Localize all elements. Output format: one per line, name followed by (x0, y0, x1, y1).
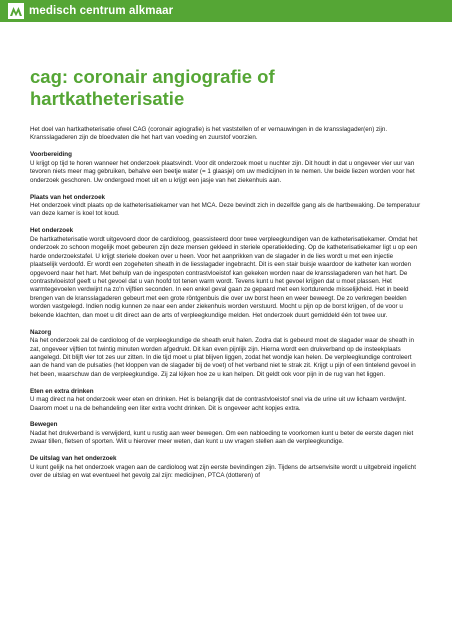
section-heading: Het onderzoek (30, 227, 74, 235)
section-heading: Nazorg (30, 328, 52, 336)
section-body: Het onderzoek vindt plaats op de katheterisatiekamer van het MCA. Deze bevindt zich in dezelfde gang als de hartbewaking. De temperatuur van deze kamer is koel tot koud. (30, 201, 421, 218)
section-nazorg (30, 329, 422, 380)
section-bewegen (30, 421, 422, 446)
section-heading: Plaats van het onderzoek (30, 193, 106, 201)
section-heading: Bewegen (30, 421, 58, 429)
section-plaats (30, 194, 422, 219)
mca-logo-icon (8, 3, 24, 19)
section-heading: De uitslag van het onderzoek (30, 455, 117, 463)
document-body (30, 126, 422, 489)
section-heading: Voorbereiding (30, 151, 72, 159)
section-het-onderzoek (30, 227, 422, 320)
section-heading: Eten en extra drinken (30, 387, 94, 395)
page-title: cag: coronair angiografie of hartkatheterisatie (30, 66, 275, 109)
section-body: U krijgt op tijd te horen wanneer het onderzoek plaatsvindt. Voor dit onderzoek moet u nuchter zijn. Dit houdt in dat u ongeveer vier uur van tevoren niets meer mag gebruiken, behalve een beetje water (= 1 glaasje) om uw medicijnen in te nemen. Uw beide liezen worden voor het onderzoek geschoren. Uw ondergoed moet uit en u krijgt een jasje van het ziekenhuis aan. (30, 159, 415, 184)
section-uitslag (30, 455, 422, 480)
header-bar (0, 0, 452, 22)
section-body: U kunt gelijk na het onderzoek vragen aan de cardioloog wat zijn eerste bevindingen zijn. Tijdens de artsenvisite wordt u uitgebreid ingelicht over de uitslag en wat eventueel het gevolg zal zijn: medicijnen, PTCA (dotteren) of (30, 463, 416, 480)
brand-name: medisch centrum alkmaar (29, 5, 174, 17)
section-body: De hartkatheterisatie wordt uitgevoerd door de cardioloog, geassisteerd door twee verpleegkundigen van de katheterisatiekamer. Omdat het onderzoek zo schoon mogelijk moet gebeuren zijn deze mensen gekleed in steriele operatiekleding. Op de katheterisatiekamer ligt u op een harde onderzoekstafel. U krijgt steriele doeken over u heen. Voor het aanprikken van de slagader in de lies wordt u met een injectie plaatselijk verdoofd. Er wordt een zogeheten sheath in de liesslagader ingebracht. Dit is een stair buisje waardoor de katheter kan worden opgevoerd naar het hart. Met behulp van de ingespoten contrastvloeistof kan gekeken worden naar de kransslagaderen van het hart. De contrastvloeistof geeft u het gevoel dat u van hoofd tot tenen warm wordt. Tevens kunt u het gevoel krijgen dat u moet plassen. Het warmtegevoelen verdwijnt na zo'n vijftien seconden. In een enkel geval gaan ze gepaard met een kortdurende misselijkheid. Het in beeld brengen van de kransslagaderen gebeurt met een grote röntgenbuis die over uw borst heen en weer beweegt. De zo verkregen beelden worden vastgelegd. Indien nodig kunnen ze naar een ander ziekenhuis worden verstuurd. Mocht u pijn op de borst krijgen, of de voor u bekende klachten, dan moet u dit direct aan de arts of verpleegkundige melden. Het onderzoek duurt gemiddeld één tot twee uur. (30, 235, 418, 319)
section-body: U mag direct na het onderzoek weer eten en drinken. Het is belangrijk dat de contrastvloeistof snel via de urine uit uw lichaam verdwijnt. Daarom moet u na de behandeling een liter extra vocht drinken. Dit is ongeveer acht kopjes extra. (30, 396, 407, 412)
section-voorbereiding (30, 151, 422, 185)
section-eten-drinken (30, 388, 422, 413)
intro-paragraph: Het doel van hartkatheterisatie ofwel CAG (coronair agiografie) is het vaststellen of er vernauwingen in de kransslagader(en) zijn. Kransslagaderen zijn de bloedvaten die het hart van voeding en zuurstof voorzien. (30, 126, 388, 142)
section-body: Na het onderzoek zal de cardioloog of de verpleegkundige de sheath eruit halen. Zodra dat is gebeurd moet de slagader waar de sheath in zat, ongeveer vijftien tot twintig minuten worden afgedrukt. Dit kan even pijnlijk zijn. Hierna wordt een drukverband op de insteekplaats aangelegd. Dit blijft vier tot zes uur zitten. In die tijd moet u plat blijven liggen, zodat het wondje kan helen. De verpleegkundige controleert aan de hand van de pulsaties (het kloppen van de slagader bij de voet) of het verband niet te strak zit. Krijgt u pijn of een tintelend gevoel in het been, waarschuw dan de verpleegkundige. Zij zal kijken hoe ze u kan helpen. Dit geldt ook voor pijn in de rug van het liggen. (30, 337, 416, 378)
section-body: Nadat het drukverband is verwijderd, kunt u rustig aan weer bewegen. Om een nabloeding te voorkomen kunt u beter de eerste dagen niet zwaar tillen, fietsen of sporten. Wilt u hierover meer weten, dan kunt u uw vragen stellen aan de verpleegkundige. (30, 429, 414, 446)
